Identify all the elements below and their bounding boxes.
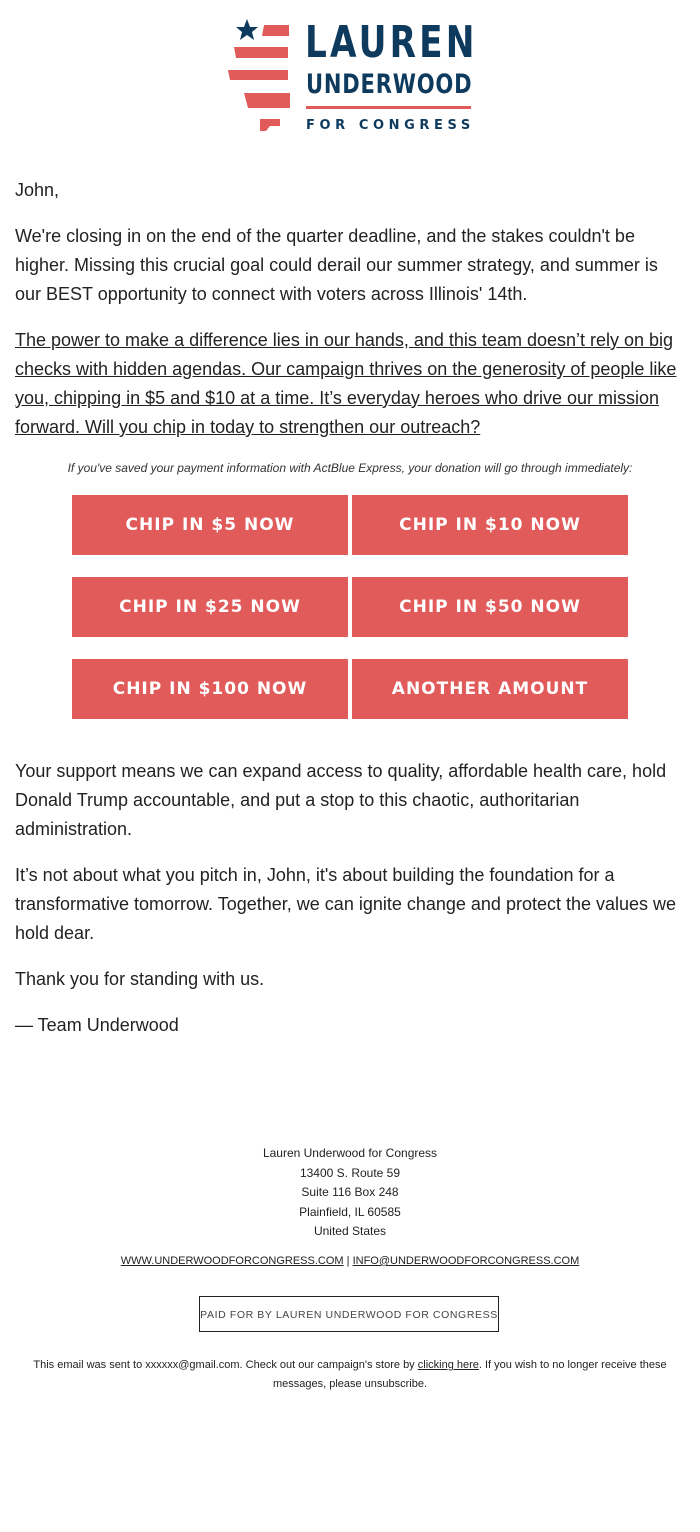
chip-in-10-button[interactable]: CHIP IN $10 NOW (352, 495, 628, 555)
footer-country: United States (313, 1224, 387, 1238)
disclaimer-text-start: This email was sent to xxxxxx@gmail.com. Check out our campaign's store by (33, 1359, 418, 1371)
logo-name-last: UNDERWOOD (306, 69, 473, 100)
footer-city: Plainfield, IL 60585 (299, 1204, 401, 1219)
chip-in-100-button[interactable]: CHIP IN $100 NOW (72, 659, 348, 719)
thank-you-line: Thank you for standing with us. (15, 969, 265, 989)
logo-name-first: LAUREN (305, 17, 478, 68)
contact-email-link[interactable]: INFO@UNDERWOODFORCONGRESS.COM (352, 1255, 580, 1267)
email-body-top (15, 176, 683, 459)
support-paragraph: Your support means we can expand access to quality, affordable health care, hold Donald Trump accountable, and put a stop to this chaotic, authoritarian administration. (15, 761, 667, 839)
flag-map-icon (226, 18, 296, 138)
campaign-logo (226, 18, 476, 138)
chip-in-25-button[interactable]: CHIP IN $25 NOW (72, 577, 348, 637)
another-amount-button[interactable]: ANOTHER AMOUNT (352, 659, 628, 719)
intro-paragraph: We're closing in on the end of the quarter deadline, and the stakes couldn't be higher. Missing this crucial goal could derail our summer strategy, and summer is our BEST opportunity to connect with voters across Illinois' 14th. (15, 226, 658, 304)
chip-in-50-button[interactable]: CHIP IN $50 NOW (352, 577, 628, 637)
footer-org: Lauren Underwood for Congress (262, 1146, 438, 1160)
footer-address (0, 1144, 700, 1242)
disclaimer-text-end: . If you wish to no longer receive these messages, please unsubscribe. (272, 1359, 667, 1390)
store-link[interactable]: clicking here (417, 1359, 479, 1371)
footer-street: 13400 S. Route 59 (299, 1165, 401, 1180)
paid-for-box: PAID FOR BY LAUREN UNDERWOOD FOR CONGRESS (199, 1296, 499, 1332)
foundation-paragraph: It’s not about what you pitch in, John, it's about building the foundation for a transformative tomorrow. Together, we can ignite change and protect the values we hold dear. (15, 865, 677, 943)
actblue-express-note: If you've saved your payment information with ActBlue Express, your donation will go through immediately: (67, 461, 633, 475)
website-link[interactable]: WWW.UNDERWOODFORCONGRESS.COM (120, 1255, 344, 1267)
footer-suite: Suite 116 Box 248 (301, 1185, 399, 1199)
email-body-bottom (15, 757, 683, 1057)
logo-divider (306, 106, 471, 109)
signoff: — Team Underwood (15, 1015, 179, 1035)
logo-tagline: FOR CONGRESS (306, 118, 475, 133)
greeting: John, (15, 180, 60, 200)
footer-disclaimer (25, 1356, 675, 1394)
link-separator: | (346, 1255, 350, 1267)
donate-link-paragraph[interactable]: The power to make a difference lies in our hands, and this team doesn’t rely on big checks with hidden agendas. Our campaign thrives on the generosity of people like you, chipping in $5 and $10 at a time. It’s everyday heroes who drive our mission forward. Will you chip in today to strengthen our outreach? (15, 330, 677, 437)
footer-links (0, 1255, 700, 1267)
chip-in-5-button[interactable]: CHIP IN $5 NOW (72, 495, 348, 555)
